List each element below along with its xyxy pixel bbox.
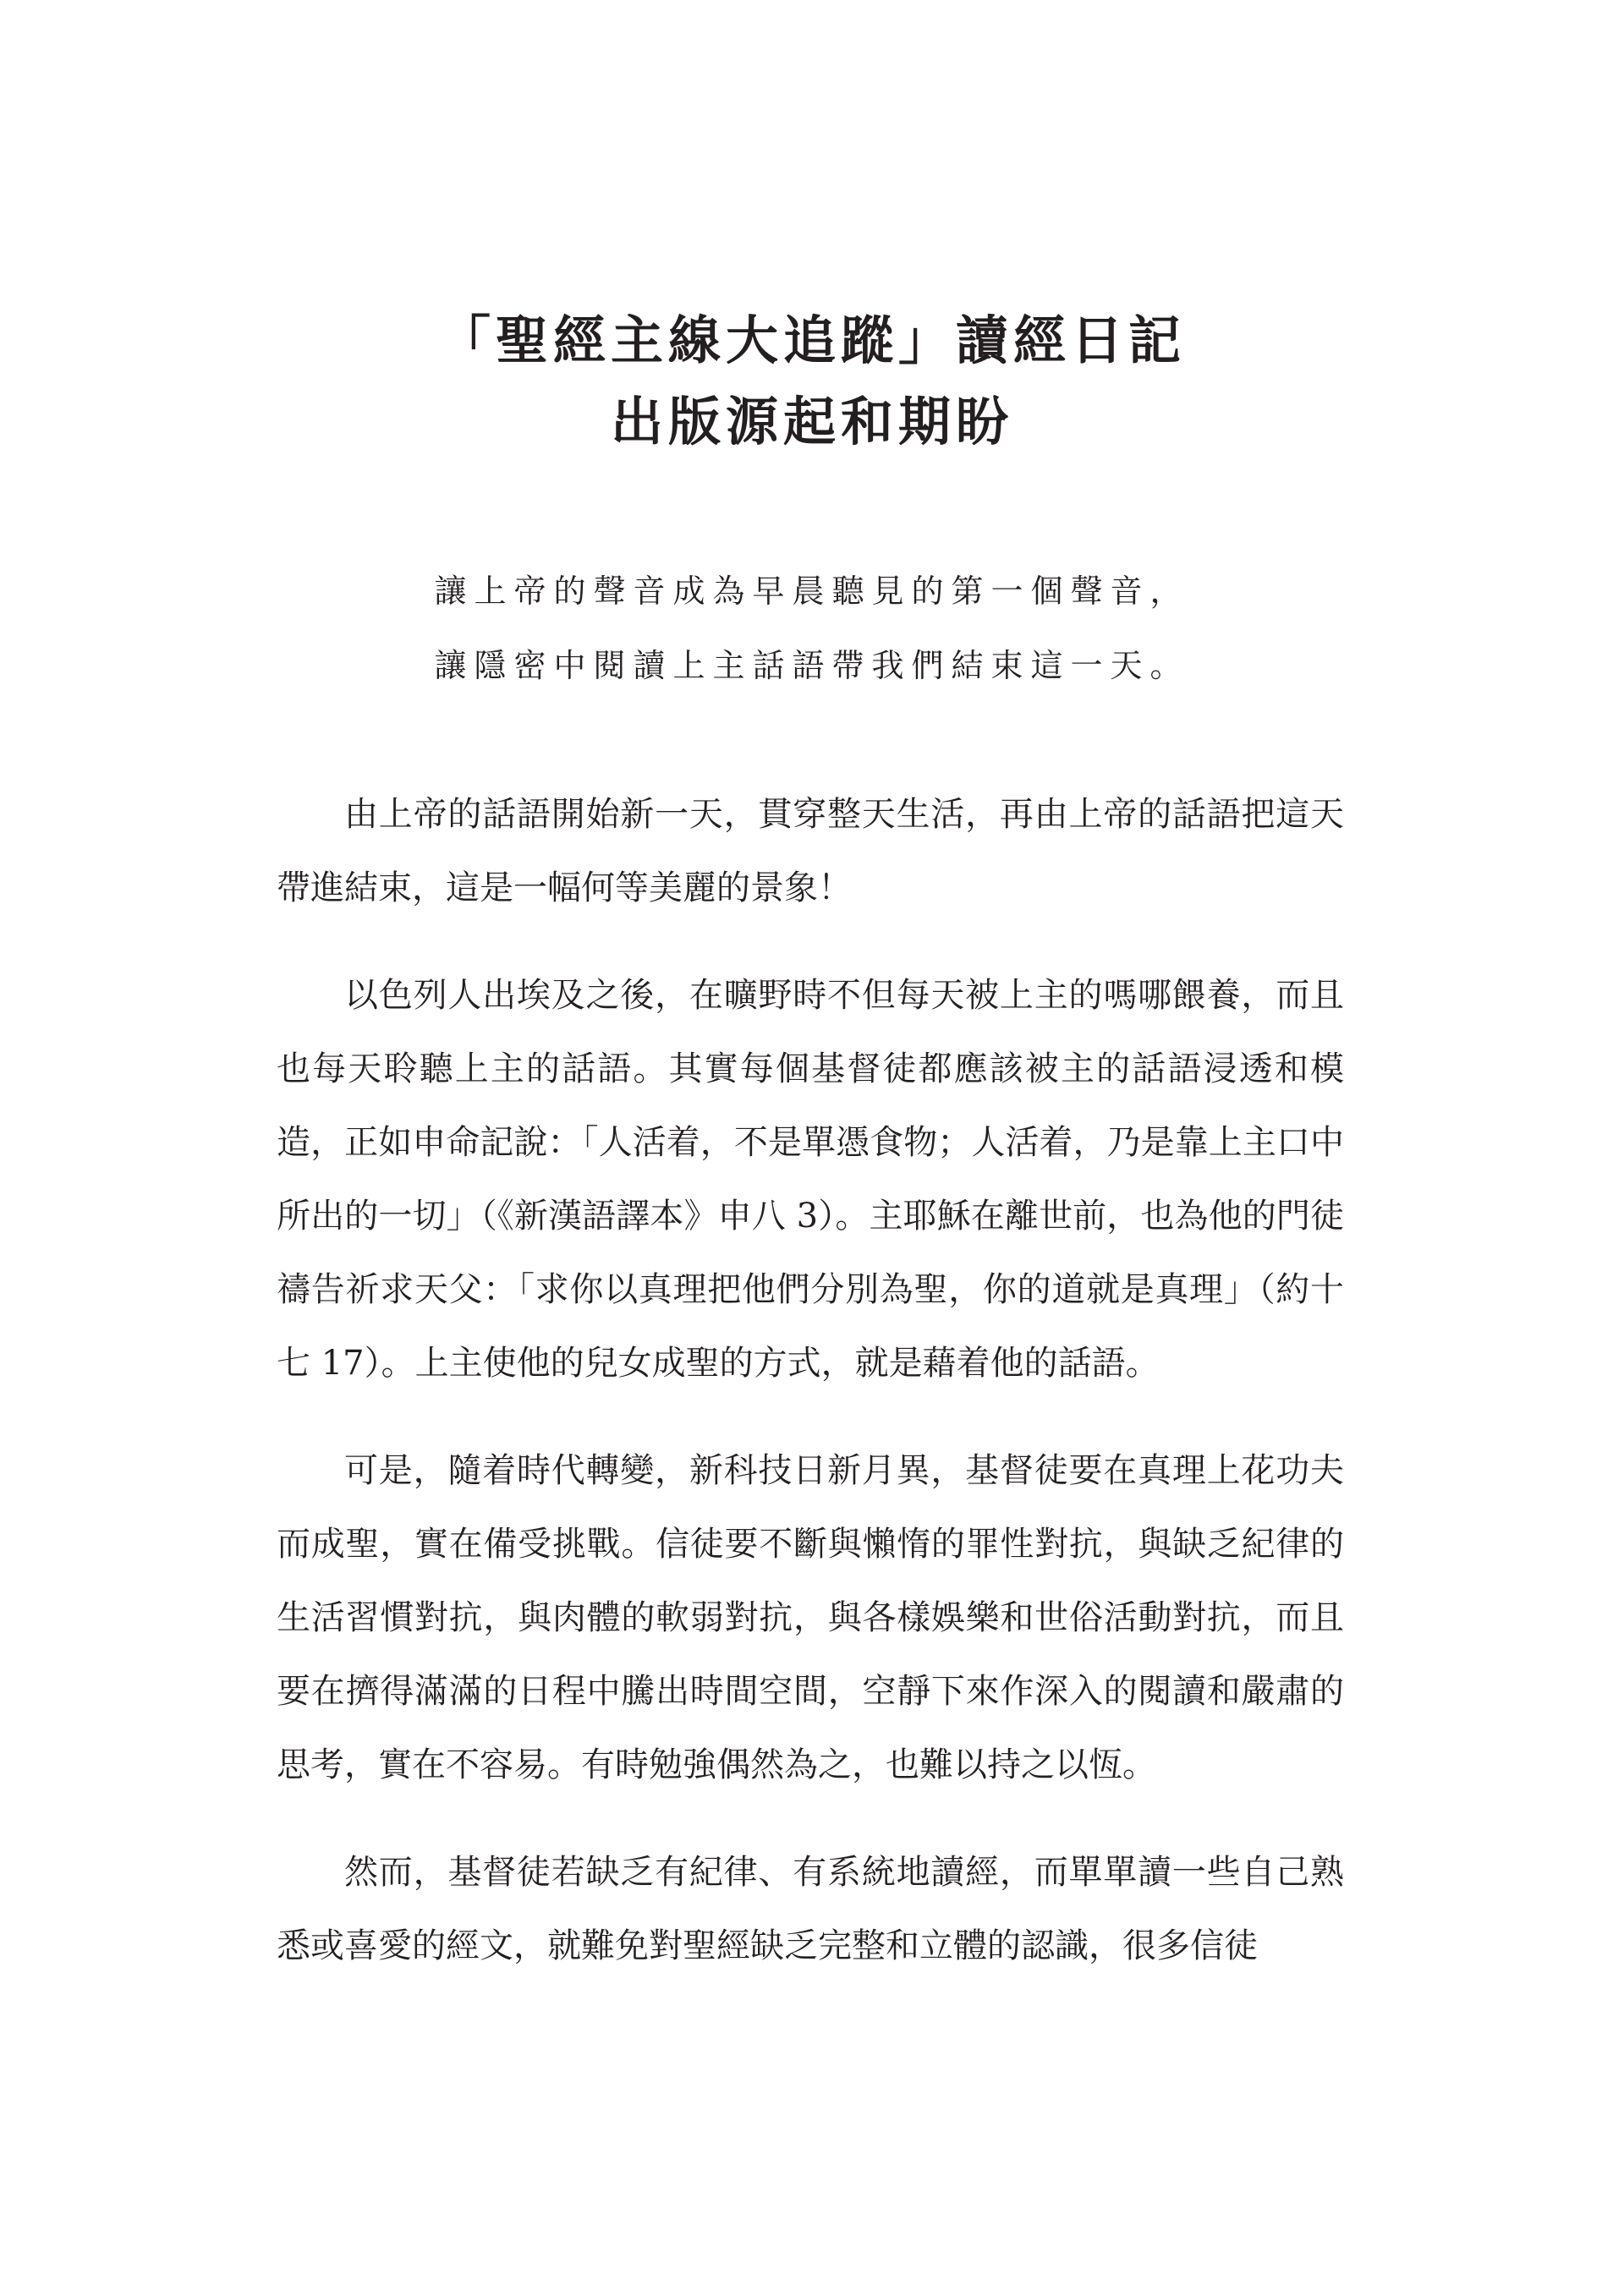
title-line-2: 出版源起和期盼 [610,391,1013,452]
epigraph-line-2: 讓隱密中閱讀上主話語帶我們結束這一天。 [434,647,1190,684]
paragraph-3: 可是，隨着時代轉變，新科技日新月異，基督徒要在真理上花功夫而成聖，實在備受挑戰。信徒要不斷與懶惰的罪性對抗，與缺乏紀律的生活習慣對抗，與肉體的軟弱對抗，與各樣娛樂和世俗活動對抗，而且要在擠得滿滿的日程中騰出時間空間，空靜下來作深入的閱讀和嚴肅的思考，實在不容易。有時勉強偶然為之，也難以持之以恆。 [277,1451,1344,1784]
title-line-1: 「聖經主線大追蹤」讀經日記 [437,310,1186,371]
paragraph-4: 然而，基督徒若缺乏有紀律、有系統地讀經，而單單讀一些自己熟悉或喜愛的經文，就難免對聖經缺乏完整和立體的認識，很多信徒 [277,1853,1344,1965]
paragraph-1: 由上帝的話語開始新一天，貫穿整天生活，再由上帝的話語把這天帶進結束，這是一幅何等美麗的景象！ [277,795,1344,907]
paragraph-2: 以色列人出埃及之後，在曠野時不但每天被上主的嗎哪餵養，而且也每天聆聽上主的話語。其實每個基督徒都應該被主的話語浸透和模造，正如申命記說：「人活着，不是單憑食物；人活着，乃是靠上主口中所出的一切」（《新漢語譯本》申八 3）。主耶穌在離世前，也為他的門徒禱告祈求天父：「求你以真理把他們分別為聖，你的道就是真理」（約十七 17）。上主使他的兒女成聖的方式，就是藉着他的話語。 [277,976,1344,1383]
epigraph-line-1: 讓上帝的聲音成為早晨聽見的第一個聲音， [434,573,1190,610]
epigraph [0,554,1624,703]
body-text [277,778,1344,1983]
page-title [0,300,1624,463]
